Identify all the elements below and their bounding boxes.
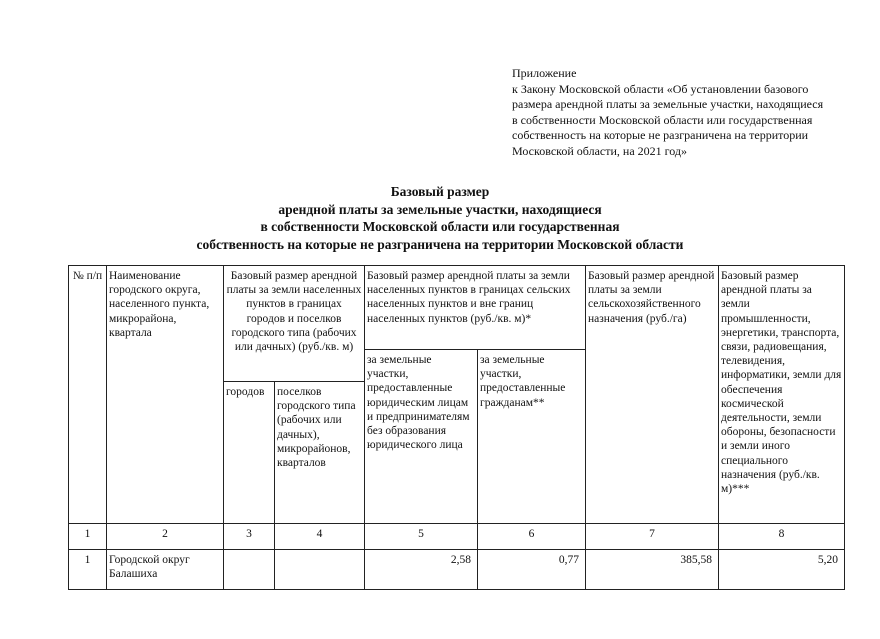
column-number-row	[69, 524, 845, 550]
row-cities	[224, 550, 275, 590]
rent-table	[68, 265, 845, 590]
title-line: в собственности Московской области или государственная	[260, 219, 620, 234]
row-legal: 2,58	[365, 550, 478, 590]
column-number: 2	[107, 524, 224, 550]
appendix-line: в собственности Московской области или государственная	[512, 112, 813, 127]
column-number: 6	[478, 524, 586, 550]
row-name: Городской округ Балашиха	[107, 550, 224, 590]
header-sub-citizens: за земельные участки, предоставленные гражданам**	[478, 350, 586, 524]
column-number: 1	[69, 524, 107, 550]
header-industry: Базовый размер арендной платы за земли промышленности, энергетики, транспорта, связи, радиовещания, телевидения, информатики, земли для обеспечения космической деятельности, земли обороны, безопасности и земли иного специального назначения (руб./кв. м)***	[719, 266, 845, 524]
row-agri: 385,58	[586, 550, 719, 590]
column-number: 5	[365, 524, 478, 550]
column-number: 8	[719, 524, 845, 550]
title-line: Базовый размер	[390, 184, 490, 199]
row-citizens: 0,77	[478, 550, 586, 590]
row-num: 1	[69, 550, 107, 590]
appendix-line: Приложение	[512, 66, 577, 80]
document-title	[0, 183, 880, 253]
appendix-line: к Закону Московской области «Об установлении базового	[512, 81, 809, 96]
column-number: 4	[275, 524, 365, 550]
column-number: 3	[224, 524, 275, 550]
table-row	[69, 550, 845, 590]
header-sub-legal: за земельные участки, предоставленные юридическим лицам и предпринимателям без образования юридического лица	[365, 350, 478, 524]
appendix-note	[512, 66, 857, 159]
header-num: № п/п	[69, 266, 107, 524]
title-line: собственность на которые не разграничена на территории Московской области	[196, 236, 684, 252]
appendix-line: собственность на которые не разграничена на территории	[512, 128, 809, 142]
row-settlements	[275, 550, 365, 590]
appendix-line: Московской области, на 2021 год»	[512, 143, 688, 158]
header-agri: Базовый размер арендной платы за земли сельскохозяйственного назначения (руб./га)	[586, 266, 719, 524]
header-base-rural: Базовый размер арендной платы за земли населенных пунктов в границах сельских населенных пунктов и вне границ населенных пунктов (руб./кв. м)*	[365, 266, 586, 350]
row-industry: 5,20	[719, 550, 845, 590]
header-sub-cities: городов	[224, 382, 275, 524]
appendix-line: размера арендной платы за земельные участки, находящиеся	[512, 97, 824, 111]
title-line: арендной платы за земельные участки, находящиеся	[278, 201, 602, 217]
header-base-city: Базовый размер арендной платы за земли населенных пунктов в границах городов и поселков городского типа (рабочих или дачных) (руб./кв. м)	[224, 266, 365, 382]
header-name: Наименование городского округа, населенного пункта, микрорайона, квартала	[107, 266, 224, 524]
header-sub-settlements: поселков городского типа (рабочих или дачных), микрорайонов, кварталов	[275, 382, 365, 524]
column-number: 7	[586, 524, 719, 550]
